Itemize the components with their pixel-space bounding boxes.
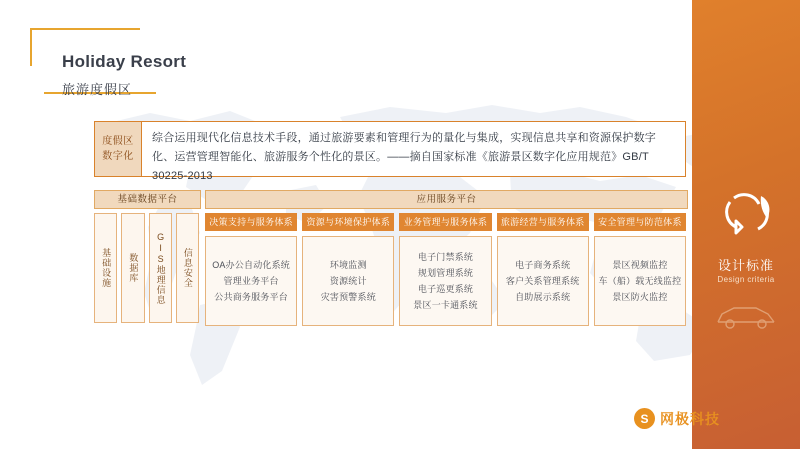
definition-tag-line2: 数字化 (102, 151, 134, 162)
basic-column-label: 信息安全 (182, 248, 193, 288)
app-item[interactable]: 电子商务系统 (515, 260, 571, 270)
app-column-header[interactable]: 决策支持与服务体系 (205, 213, 297, 231)
application-platform-header: 应用服务平台 (205, 190, 688, 209)
basic-column-label: 基础设施 (101, 248, 112, 288)
app-item[interactable]: 自助展示系统 (515, 292, 571, 302)
app-column-header[interactable]: 旅游经营与服务体系 (497, 213, 589, 231)
app-item[interactable]: 灾害预警系统 (320, 292, 376, 302)
app-column (205, 213, 297, 326)
definition-tag (94, 121, 142, 177)
basic-column[interactable] (121, 213, 144, 323)
page-title-cn: 旅游度假区 (62, 82, 133, 97)
app-column (594, 213, 686, 326)
basic-column[interactable] (176, 213, 199, 323)
app-item[interactable]: 景区视频监控 (612, 260, 668, 270)
app-item[interactable]: 电子门禁系统 (417, 252, 474, 262)
app-column (302, 213, 394, 326)
app-item[interactable]: OA办公自动化系统 (212, 260, 290, 270)
app-column-items (205, 236, 297, 326)
app-item[interactable]: 公共商务服务平台 (214, 292, 288, 302)
application-platform-columns (205, 213, 686, 326)
app-item[interactable]: 景区防火监控 (612, 292, 668, 302)
app-column (399, 213, 491, 326)
basic-column[interactable] (94, 213, 117, 323)
basic-column-label: 数据库 (128, 253, 139, 283)
design-criteria-title: 设计标准 (717, 258, 774, 273)
app-column-items (497, 236, 589, 326)
brand-logo (634, 408, 720, 429)
app-item[interactable]: 景区一卡通系统 (413, 300, 478, 310)
app-item[interactable]: 客户关系管理系统 (505, 276, 580, 286)
app-column-header[interactable]: 业务管理与服务体系 (399, 213, 491, 231)
app-item[interactable]: 车（船）载无线监控 (598, 276, 682, 286)
definition-tag-line1: 度假区 (102, 136, 134, 147)
app-item[interactable]: 规划管理系统 (417, 268, 474, 278)
header-accent-line-left (30, 28, 32, 66)
app-column-items (302, 236, 394, 326)
page-title-en: Holiday Resort (62, 52, 187, 71)
recycle-leaf-icon (720, 188, 774, 242)
app-column-header[interactable]: 资源与环境保护体系 (302, 213, 394, 231)
definition-text: 综合运用现代化信息技术手段，通过旅游要素和管理行为的量化与集成，实现信息共享和资源保护数字化、运营管理智能化、旅游服务个性化的景区。——摘自国家标准《旅游景区数字化应用规范》GB/T 30225-2013 (142, 121, 686, 177)
design-criteria-subtitle: Design criteria (717, 275, 775, 284)
definition-callout (94, 121, 686, 182)
design-criteria-panel (692, 0, 800, 449)
brand-logo-mark: S (634, 408, 655, 429)
basic-column-label: GIS地理信息 (155, 231, 166, 305)
car-outline-icon (714, 300, 778, 332)
header-accent-line-top (30, 28, 140, 30)
basic-column[interactable] (149, 213, 172, 323)
app-item[interactable]: 管理业务平台 (223, 276, 279, 286)
basic-platform-header: 基础数据平台 (94, 190, 201, 209)
app-item[interactable]: 资源统计 (329, 276, 367, 286)
app-column-items (594, 236, 686, 326)
app-column-header[interactable]: 安全管理与防范体系 (594, 213, 686, 231)
app-item[interactable]: 环境监测 (329, 260, 367, 270)
app-column-items (399, 236, 491, 326)
brand-logo-text: 网极科技 (660, 410, 720, 427)
app-item[interactable]: 电子巡更系统 (417, 284, 474, 294)
basic-platform-columns (94, 213, 199, 323)
app-column (497, 213, 589, 326)
